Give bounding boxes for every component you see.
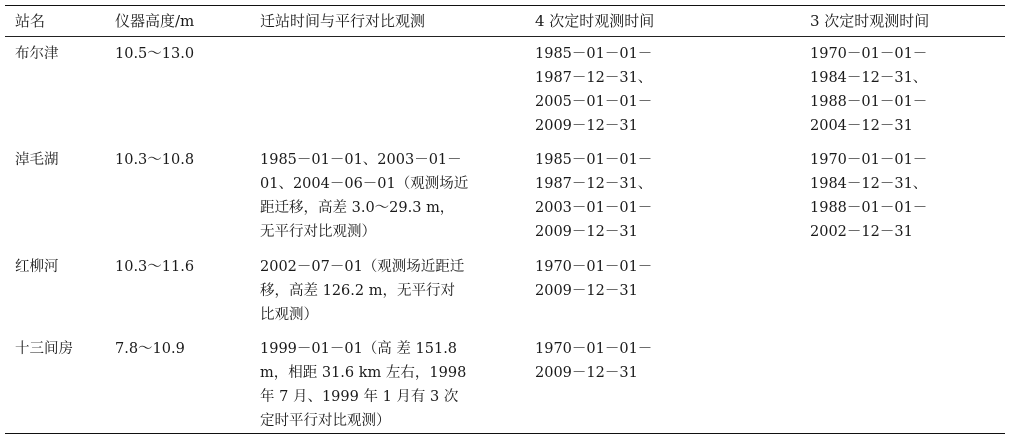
obs3-line: 1984－12－31、: [810, 176, 928, 192]
obs4-line: 1987－12－31、: [535, 176, 653, 192]
relocation-line: 年 7 月、1999 年 1 月有 3 次: [260, 389, 459, 405]
obs3-line: 2004－12－31: [810, 118, 913, 134]
obs4-times: [535, 42, 652, 138]
obs4-line: 1985－01－01－: [535, 46, 653, 62]
relocation-line: 1985－01－01、2003－01－: [260, 152, 462, 168]
header-obs4: 4 次定时观测时间: [535, 12, 655, 30]
obs4-line: 1987－12－31、: [535, 70, 653, 86]
relocation-line: 移，高差 126.2 m，无平行对: [260, 283, 455, 299]
relocation-note: [260, 255, 464, 327]
obs3-line: 1970－01－01－: [810, 152, 928, 168]
obs3-times: [810, 42, 927, 138]
instrument-height: 7.8～10.9: [115, 341, 185, 357]
table-bottom-rule: [5, 433, 1005, 434]
obs4-times: [535, 255, 652, 303]
obs4-line: 1985－01－01－: [535, 152, 653, 168]
instrument-height: 10.3～11.6: [115, 259, 195, 275]
station-name: 十三间房: [15, 341, 73, 357]
obs4-line: 1970－01－01－: [535, 341, 653, 357]
obs3-line: 1988－01－01－: [810, 94, 928, 110]
obs4-line: 2009－12－31: [535, 118, 638, 134]
obs3-line: 2002－12－31: [810, 224, 913, 240]
obs4-times: [535, 337, 652, 385]
relocation-line: 01、2004－06－01（观测场近: [260, 176, 469, 192]
relocation-line: 1999－01－01（高 差 151.8: [260, 341, 458, 357]
relocation-line: 2002－07－01（观测场近距迁: [260, 259, 465, 275]
station-name: 布尔津: [15, 46, 59, 62]
header-station: 站名: [15, 12, 46, 30]
header-relocation: 迁站时间与平行对比观测: [260, 12, 426, 30]
instrument-height: 10.3～10.8: [115, 152, 195, 168]
relocation-line: 距迁移，高差 3.0～29.3 m，: [260, 200, 455, 216]
relocation-line: m，相距 31.6 km 左右，1998: [260, 365, 467, 381]
obs4-line: 2009－12－31: [535, 224, 638, 240]
obs4-line: 2009－12－31: [535, 365, 638, 381]
header-height: 仪器高度/m: [115, 12, 195, 30]
relocation-line: 比观测）: [260, 307, 318, 323]
obs4-line: 2009－12－31: [535, 283, 638, 299]
table-header-rule: [5, 36, 1005, 37]
station-name: 淖毛湖: [15, 152, 59, 168]
obs4-line: 2005－01－01－: [535, 94, 653, 110]
instrument-height: 10.5～13.0: [115, 46, 195, 62]
header-obs3: 3 次定时观测时间: [810, 12, 930, 30]
relocation-line: 无平行对比观测）: [260, 224, 376, 240]
station-name: 红柳河: [15, 259, 59, 275]
obs3-times: [810, 148, 927, 244]
relocation-note: [260, 337, 466, 433]
obs3-line: 1970－01－01－: [810, 46, 928, 62]
obs4-times: [535, 148, 652, 244]
obs3-line: 1988－01－01－: [810, 200, 928, 216]
obs4-line: 1970－01－01－: [535, 259, 653, 275]
relocation-line: 定时平行对比观测）: [260, 413, 391, 429]
obs4-line: 2003－01－01－: [535, 200, 653, 216]
obs3-line: 1984－12－31、: [810, 70, 928, 86]
table-top-rule: [5, 5, 1005, 6]
relocation-note: [260, 148, 468, 244]
